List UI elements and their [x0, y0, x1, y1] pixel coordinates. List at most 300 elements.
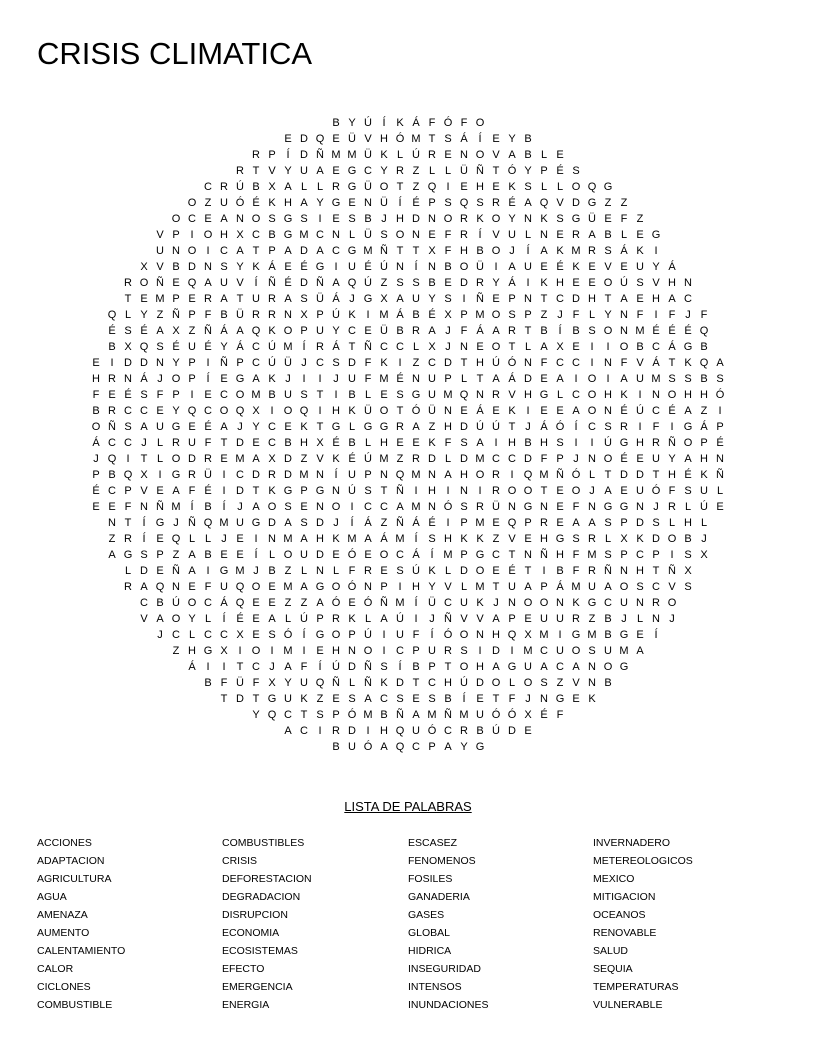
word-list-item: GANADERIA	[408, 891, 470, 903]
grid-letter: S	[636, 277, 644, 289]
grid-letter: B	[252, 181, 260, 193]
grid-letter: O	[587, 373, 597, 385]
grid-letter: T	[492, 165, 500, 177]
grid-letter: T	[396, 181, 404, 193]
grid-letter: K	[380, 149, 388, 161]
grid-letter: O	[459, 629, 469, 641]
grid-letter: Ú	[364, 277, 372, 289]
grid-letter: L	[620, 229, 628, 241]
grid-letter: L	[300, 181, 308, 193]
grid-letter: Í	[398, 661, 402, 673]
grid-letter: C	[396, 645, 404, 657]
grid-letter: C	[252, 661, 260, 673]
grid-letter: Ó	[395, 133, 405, 145]
grid-letter: E	[588, 277, 596, 289]
grid-letter: G	[587, 597, 597, 609]
grid-letter: B	[556, 565, 564, 577]
grid-letter: D	[572, 197, 580, 209]
grid-letter: T	[444, 661, 452, 673]
grid-letter: Q	[123, 469, 133, 481]
grid-letter: E	[524, 613, 532, 625]
grid-letter: A	[220, 421, 228, 433]
grid-letter: I	[478, 485, 482, 497]
grid-letter: T	[348, 341, 356, 353]
grid-letter: A	[380, 741, 388, 753]
grid-letter: T	[652, 565, 660, 577]
grid-letter: I	[382, 629, 386, 641]
grid-letter: Ñ	[396, 709, 404, 721]
grid-letter: R	[572, 613, 580, 625]
grid-letter: Q	[155, 581, 165, 593]
grid-letter: N	[332, 485, 340, 497]
grid-letter: P	[716, 421, 724, 433]
grid-letter: G	[411, 389, 421, 401]
grid-letter: I	[542, 565, 546, 577]
grid-letter: M	[283, 341, 293, 353]
grid-letter: F	[540, 453, 548, 465]
grid-letter: T	[604, 293, 612, 305]
grid-letter: N	[524, 213, 532, 225]
grid-letter: O	[91, 421, 101, 433]
grid-letter: Á	[508, 277, 516, 289]
grid-letter: B	[524, 133, 532, 145]
grid-letter: P	[428, 661, 436, 673]
grid-letter: Q	[395, 469, 405, 481]
grid-letter: N	[428, 501, 436, 513]
grid-letter: A	[252, 501, 260, 513]
word-list-item: INVERNADERO	[593, 837, 671, 849]
grid-letter: Ó	[443, 501, 453, 513]
grid-letter: O	[283, 325, 293, 337]
grid-letter: Q	[459, 197, 469, 209]
grid-letter: Y	[172, 405, 180, 417]
grid-letter: M	[411, 469, 421, 481]
grid-letter: Ü	[364, 149, 372, 161]
grid-letter: Q	[507, 517, 517, 529]
grid-letter: B	[700, 341, 708, 353]
grid-letter: H	[380, 725, 388, 737]
grid-letter: É	[412, 197, 420, 209]
grid-letter: H	[524, 389, 532, 401]
grid-letter: D	[652, 533, 660, 545]
grid-letter: X	[268, 677, 276, 689]
grid-letter: A	[412, 421, 420, 433]
grid-letter: Y	[604, 309, 612, 321]
grid-letter: Z	[540, 309, 548, 321]
grid-letter: E	[428, 229, 436, 241]
grid-letter: G	[571, 213, 581, 225]
grid-letter: K	[332, 533, 340, 545]
grid-letter: M	[379, 373, 389, 385]
grid-letter: Í	[222, 613, 226, 625]
grid-letter: Á	[140, 373, 148, 385]
grid-letter: N	[332, 229, 340, 241]
grid-letter: F	[444, 229, 452, 241]
grid-letter: V	[668, 581, 676, 593]
grid-letter: A	[476, 437, 484, 449]
grid-letter: L	[156, 453, 164, 465]
grid-letter: V	[636, 357, 644, 369]
grid-letter: U	[540, 613, 548, 625]
word-list-item: CALENTAMIENTO	[37, 945, 126, 957]
grid-letter: K	[380, 677, 388, 689]
grid-letter: Z	[412, 357, 420, 369]
grid-letter: C	[652, 581, 660, 593]
grid-letter: Y	[252, 709, 260, 721]
grid-letter: H	[652, 293, 660, 305]
grid-letter: G	[267, 693, 277, 705]
grid-letter: Q	[395, 725, 405, 737]
grid-letter: N	[172, 245, 180, 257]
grid-letter: N	[556, 597, 564, 609]
grid-letter: Ú	[620, 277, 628, 289]
grid-letter: Í	[430, 549, 434, 561]
grid-letter: U	[236, 517, 244, 529]
grid-letter: Í	[398, 197, 402, 209]
grid-letter: C	[508, 453, 516, 465]
grid-letter: A	[108, 549, 116, 561]
grid-letter: F	[572, 565, 580, 577]
grid-letter: P	[444, 373, 452, 385]
grid-letter: Ó	[235, 197, 245, 209]
grid-letter: R	[476, 501, 484, 513]
grid-letter: T	[316, 389, 324, 401]
grid-letter: H	[508, 437, 516, 449]
grid-letter: Z	[412, 165, 420, 177]
grid-letter: A	[236, 325, 244, 337]
grid-letter: N	[364, 581, 372, 593]
grid-letter: C	[652, 341, 660, 353]
word-list-item: CRISIS	[222, 855, 258, 867]
grid-letter: I	[206, 245, 210, 257]
grid-letter: E	[188, 421, 196, 433]
grid-letter: A	[204, 277, 212, 289]
grid-letter: M	[395, 533, 405, 545]
grid-letter: I	[190, 229, 194, 241]
word-list-item: ADAPTACION	[37, 855, 105, 867]
grid-letter: C	[364, 165, 372, 177]
grid-letter: T	[236, 293, 244, 305]
grid-letter: H	[684, 389, 692, 401]
grid-letter: L	[636, 613, 644, 625]
grid-letter: K	[300, 693, 308, 705]
grid-letter: A	[300, 533, 308, 545]
grid-letter: Í	[430, 629, 434, 641]
grid-letter: É	[204, 341, 212, 353]
grid-letter: Ü	[380, 325, 388, 337]
grid-letter: Á	[412, 517, 420, 529]
grid-letter: M	[475, 517, 485, 529]
grid-letter: Ú	[268, 341, 276, 353]
grid-letter: X	[700, 549, 708, 561]
grid-letter: N	[476, 389, 484, 401]
grid-letter: L	[268, 549, 276, 561]
grid-letter: M	[475, 309, 485, 321]
grid-letter: A	[524, 197, 532, 209]
grid-letter: Ü	[348, 133, 356, 145]
grid-letter: K	[268, 197, 276, 209]
grid-letter: P	[172, 389, 180, 401]
grid-letter: H	[556, 549, 564, 561]
grid-letter: H	[460, 469, 468, 481]
grid-letter: S	[652, 517, 660, 529]
grid-letter: Ñ	[668, 565, 676, 577]
grid-letter: S	[604, 517, 612, 529]
grid-letter: P	[524, 517, 532, 529]
grid-letter: X	[268, 181, 276, 193]
grid-letter: S	[476, 197, 484, 209]
word-list-item: CICLONES	[37, 981, 91, 993]
grid-letter: D	[444, 357, 452, 369]
grid-letter: X	[172, 325, 180, 337]
grid-letter: Z	[556, 677, 564, 689]
grid-letter: Ú	[492, 725, 500, 737]
grid-letter: A	[300, 197, 308, 209]
grid-letter: G	[315, 261, 325, 273]
grid-letter: E	[556, 501, 564, 513]
grid-letter: L	[124, 565, 132, 577]
grid-letter: O	[491, 213, 501, 225]
grid-letter: P	[460, 309, 468, 321]
grid-letter: G	[283, 485, 293, 497]
grid-letter: N	[540, 229, 548, 241]
grid-letter: D	[300, 277, 308, 289]
grid-letter: A	[156, 325, 164, 337]
grid-letter: Í	[206, 373, 210, 385]
grid-letter: X	[380, 293, 388, 305]
grid-letter: A	[252, 373, 260, 385]
grid-letter: E	[92, 357, 100, 369]
grid-letter: A	[364, 693, 372, 705]
grid-letter: É	[684, 325, 692, 337]
grid-letter: R	[252, 149, 260, 161]
grid-letter: É	[172, 341, 180, 353]
grid-letter: B	[428, 277, 436, 289]
grid-letter: C	[444, 725, 452, 737]
grid-letter: L	[588, 309, 596, 321]
word-list-item: TEMPERATURAS	[593, 981, 679, 993]
grid-letter: D	[140, 565, 148, 577]
grid-letter: S	[348, 213, 356, 225]
grid-letter: R	[492, 485, 500, 497]
grid-letter: B	[332, 741, 340, 753]
grid-letter: I	[206, 357, 210, 369]
grid-letter: S	[316, 709, 324, 721]
grid-letter: E	[204, 389, 212, 401]
grid-letter: C	[556, 661, 564, 673]
grid-letter: P	[124, 485, 132, 497]
grid-letter: A	[284, 293, 292, 305]
grid-letter: G	[283, 213, 293, 225]
grid-letter: Á	[556, 581, 564, 593]
grid-letter: M	[379, 309, 389, 321]
grid-letter: U	[636, 485, 644, 497]
grid-letter: R	[476, 277, 484, 289]
grid-letter: J	[573, 453, 579, 465]
grid-letter: X	[140, 469, 148, 481]
grid-letter: C	[220, 245, 228, 257]
grid-letter: Ü	[476, 261, 484, 273]
grid-letter: D	[428, 453, 436, 465]
grid-letter: U	[652, 453, 660, 465]
grid-letter: Í	[382, 117, 386, 129]
grid-letter: N	[508, 597, 516, 609]
grid-letter: E	[620, 485, 628, 497]
grid-letter: É	[556, 261, 564, 273]
grid-letter: E	[332, 165, 340, 177]
grid-letter: F	[204, 309, 212, 321]
grid-letter: C	[428, 677, 436, 689]
grid-letter: M	[539, 629, 549, 641]
grid-letter: Á	[540, 421, 548, 433]
grid-letter: E	[492, 181, 500, 193]
word-list-item: DEGRADACION	[222, 891, 301, 903]
grid-letter: M	[299, 229, 309, 241]
grid-letter: N	[204, 261, 212, 273]
grid-letter: F	[300, 661, 308, 673]
grid-letter: Ñ	[156, 501, 164, 513]
grid-letter: G	[123, 549, 133, 561]
grid-letter: L	[300, 565, 308, 577]
grid-letter: I	[366, 309, 370, 321]
grid-letter: L	[124, 309, 132, 321]
grid-letter: E	[524, 533, 532, 545]
grid-letter: B	[204, 677, 212, 689]
grid-letter: Y	[428, 293, 436, 305]
grid-letter: T	[540, 485, 548, 497]
grid-letter: P	[348, 629, 356, 641]
grid-letter: Q	[347, 277, 357, 289]
grid-letter: H	[316, 533, 324, 545]
grid-letter: Q	[187, 277, 197, 289]
grid-letter: I	[206, 661, 210, 673]
grid-letter: E	[220, 549, 228, 561]
grid-letter: H	[700, 453, 708, 465]
grid-letter: K	[572, 597, 580, 609]
grid-letter: O	[395, 229, 405, 241]
grid-letter: A	[284, 181, 292, 193]
grid-letter: O	[235, 389, 245, 401]
grid-letter: I	[638, 421, 642, 433]
grid-letter: R	[444, 645, 452, 657]
grid-letter: C	[428, 357, 436, 369]
grid-letter: R	[588, 565, 596, 577]
grid-letter: S	[604, 421, 612, 433]
grid-letter: B	[204, 549, 212, 561]
grid-letter: C	[268, 437, 276, 449]
grid-letter: V	[508, 389, 516, 401]
grid-letter: E	[636, 229, 644, 241]
grid-letter: S	[460, 645, 468, 657]
grid-letter: B	[268, 565, 276, 577]
grid-letter: A	[524, 581, 532, 593]
grid-letter: É	[396, 373, 404, 385]
grid-letter: N	[588, 661, 596, 673]
grid-letter: O	[363, 645, 373, 657]
grid-letter: H	[444, 421, 452, 433]
grid-letter: J	[685, 309, 691, 321]
grid-letter: E	[316, 645, 324, 657]
grid-letter: O	[379, 549, 389, 561]
grid-letter: R	[364, 565, 372, 577]
grid-letter: O	[667, 533, 677, 545]
grid-letter: E	[252, 629, 260, 641]
grid-letter: F	[540, 357, 548, 369]
grid-letter: U	[476, 709, 484, 721]
grid-letter: E	[636, 629, 644, 641]
grid-letter: Z	[636, 213, 644, 225]
grid-letter: Á	[476, 405, 484, 417]
grid-letter: J	[509, 245, 515, 257]
grid-letter: I	[654, 309, 658, 321]
grid-letter: F	[364, 357, 372, 369]
word-list-item: SEQUIA	[593, 963, 633, 975]
grid-letter: A	[316, 165, 324, 177]
grid-letter: P	[188, 357, 196, 369]
grid-letter: E	[492, 517, 500, 529]
grid-letter: D	[236, 437, 244, 449]
grid-letter: B	[284, 437, 292, 449]
grid-letter: O	[619, 341, 629, 353]
grid-letter: R	[652, 437, 660, 449]
grid-letter: Q	[507, 629, 517, 641]
grid-letter: A	[140, 421, 148, 433]
grid-letter: P	[508, 613, 516, 625]
grid-letter: J	[557, 309, 563, 321]
grid-letter: P	[364, 469, 372, 481]
grid-letter: J	[621, 613, 627, 625]
grid-letter: N	[460, 149, 468, 161]
grid-letter: R	[124, 533, 132, 545]
grid-letter: C	[556, 293, 564, 305]
grid-letter: I	[462, 293, 466, 305]
grid-letter: É	[668, 405, 676, 417]
grid-letter: Ñ	[380, 597, 388, 609]
grid-letter: M	[283, 533, 293, 545]
grid-letter: T	[412, 245, 420, 257]
grid-letter: G	[283, 229, 293, 241]
grid-letter: A	[620, 293, 628, 305]
grid-letter: M	[347, 149, 357, 161]
grid-letter: S	[428, 533, 436, 545]
grid-letter: R	[204, 293, 212, 305]
grid-letter: U	[588, 581, 596, 593]
grid-letter: M	[235, 565, 245, 577]
grid-letter: T	[236, 661, 244, 673]
grid-letter: D	[348, 661, 356, 673]
grid-letter: Y	[492, 277, 500, 289]
grid-letter: P	[700, 437, 708, 449]
grid-letter: P	[268, 245, 276, 257]
word-list-item: ACCIONES	[37, 837, 92, 849]
grid-letter: S	[524, 181, 532, 193]
grid-letter: A	[684, 405, 692, 417]
grid-letter: B	[396, 325, 404, 337]
grid-letter: Z	[172, 549, 180, 561]
grid-letter: U	[396, 629, 404, 641]
grid-letter: B	[364, 213, 372, 225]
grid-letter: Ñ	[108, 421, 116, 433]
grid-letter: Í	[142, 533, 146, 545]
grid-letter: S	[300, 517, 308, 529]
grid-letter: V	[268, 165, 276, 177]
grid-letter: K	[380, 357, 388, 369]
grid-letter: C	[540, 645, 548, 657]
grid-letter: E	[284, 421, 292, 433]
grid-letter: M	[635, 325, 645, 337]
grid-letter: V	[652, 277, 660, 289]
grid-letter: J	[653, 501, 659, 513]
